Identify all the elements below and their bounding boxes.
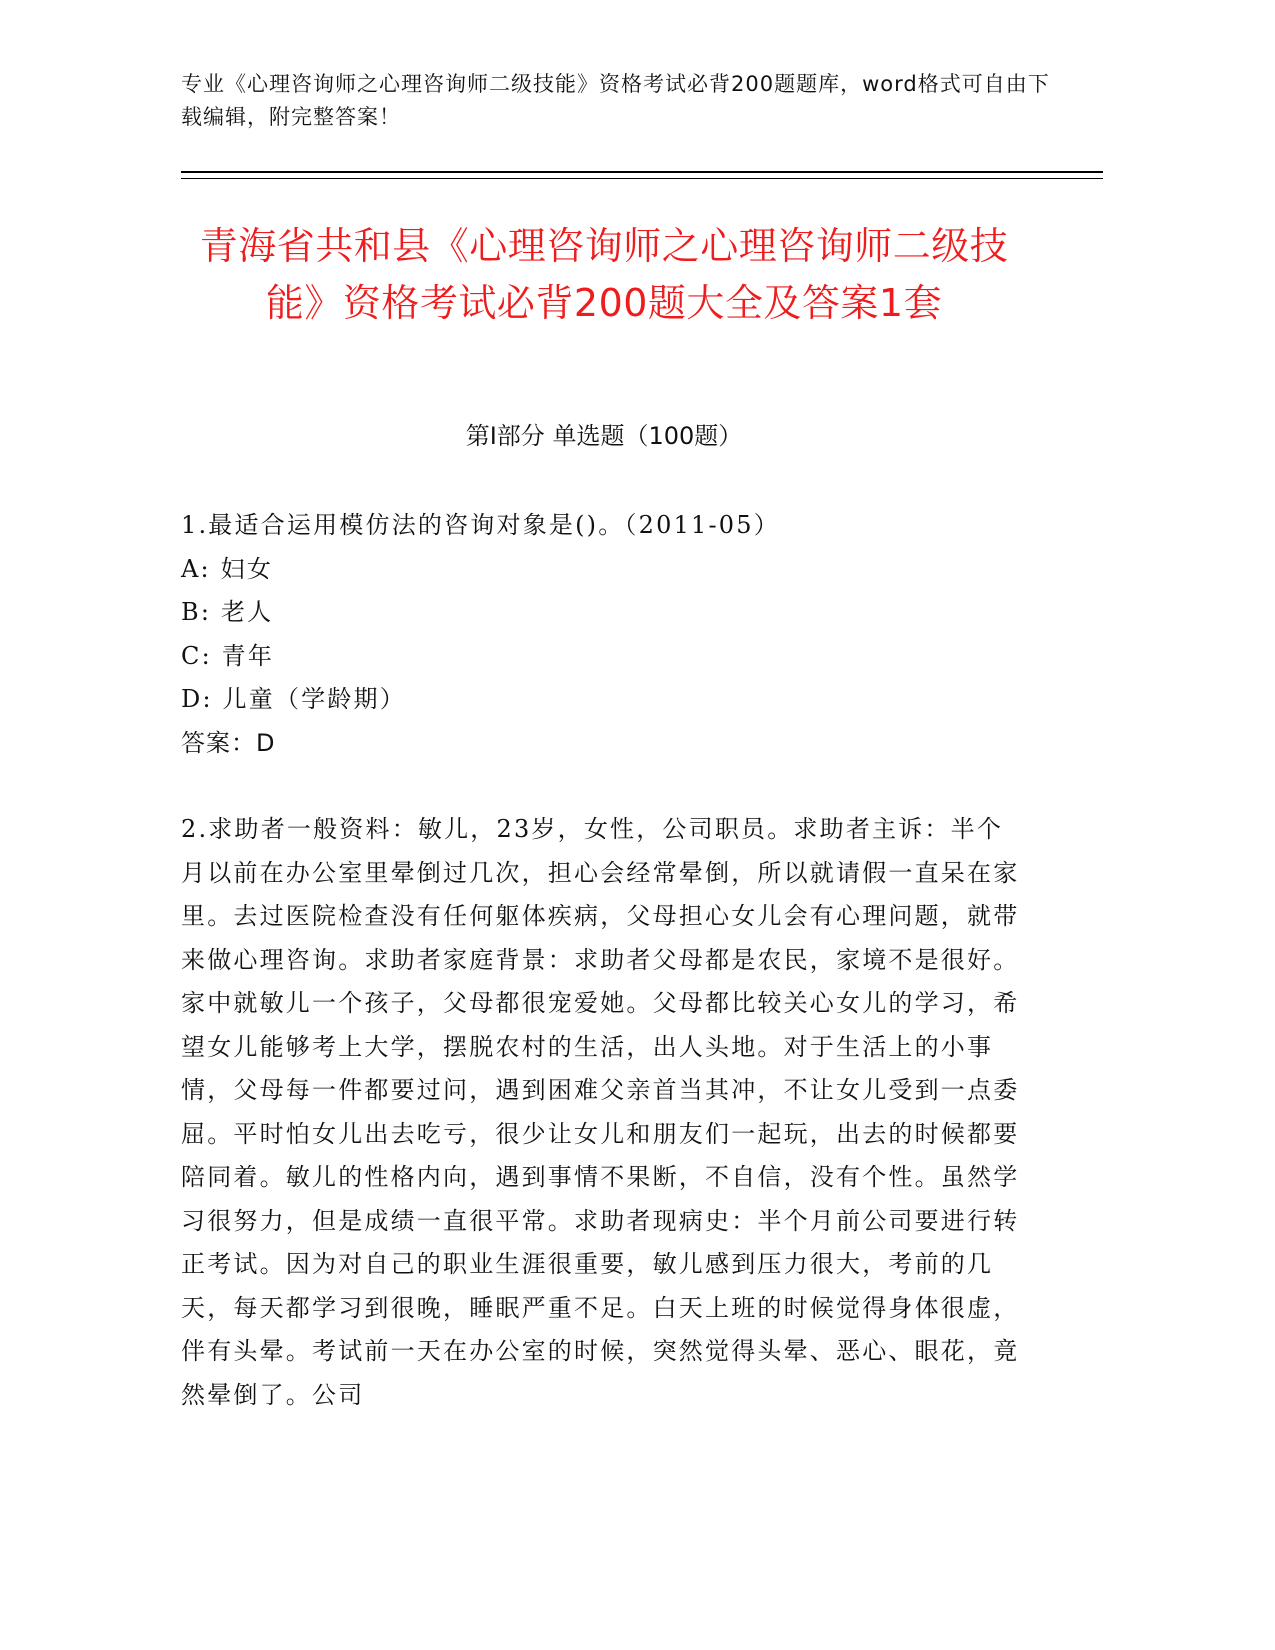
question-stem: 2.求助者一般资料：敏儿，23岁，女性，公司职员。求助者主诉：半个月以前在办公室里晕倒过几次，担心会经常晕倒，所以就请假一直呆在家里。去过医院检查没有任何躯体疾病，父母担心女儿会有心理问题，就带来做心理咨询。求助者家庭背景：求助者父母都是农民，家境不是很好。家中就敏儿一个孩子，父母都很宠爱她。父母都比较关心女儿的学习，希望女儿能够考上大学，摆脱农村的生活，出人头地。对于生活上的小事情，父母每一件都要过问，遇到困难父亲首当其冲，不让女儿受到一点委屈。平时怕女儿出去吃亏，很少让女儿和朋友们一起玩，出去的时候都要陪同着。敏儿的性格内向，遇到事情不果断，不自信，没有个性。虽然学习很努力，但是成绩一直很平常。求助者现病史：半个月前公司要进行转正考试。因为对自己的职业生涯很重要，敏儿感到压力很大，考前的几天，每天都学习到很晚，睡眠严重不足。白天上班的时候觉得身体很虚，伴有头晕。考试前一天在办公室的时候，突然觉得头晕、恶心、眼花，竟然晕倒了。公司 [181,815,1020,1409]
question-stem: 1.最适合运用模仿法的咨询对象是()。（2011-05） [181,511,780,539]
header-divider-thin [181,178,1103,179]
option-d: D: 儿童（学龄期） [181,685,406,713]
question-2 [181,808,1027,1417]
question-1 [181,504,1027,765]
option-c: C: 青年 [181,641,275,670]
header-note: 专业《心理咨询师之心理咨询师二级技能》资格考试必背200题题库，word格式可自由下载编辑，附完整答案！ [181,72,1050,129]
answer-line: 答案：D [181,728,276,757]
option-b: B: 老人 [181,598,274,626]
document-title: 青海省共和县《心理咨询师之心理咨询师二级技能》资格考试必背200题大全及答案1套 [199,224,1009,325]
option-a: A: 妇女 [181,554,274,583]
section-title: 第Ⅰ部分 单选题（100题） [465,422,743,450]
header-divider-thick [181,171,1103,173]
